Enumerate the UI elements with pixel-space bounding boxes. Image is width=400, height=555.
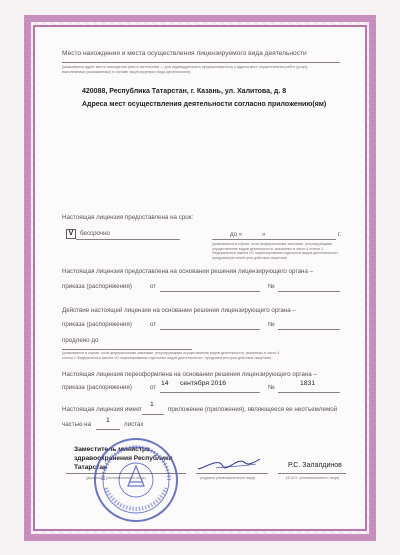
signature-note: (подпись уполномоченного лица) <box>200 476 256 480</box>
extension-label: Действие настоящей лицензии на основании решения лицензирующего органа – <box>62 307 296 314</box>
appendix-sheets-line <box>96 429 120 430</box>
extension-date-line <box>160 329 260 330</box>
position-note: (должность уполномоченного лица) <box>86 476 146 480</box>
reissue-number-line <box>278 392 340 393</box>
term-note: (указывается в случае, если федеральными законами, регулирующими осуществление видов деятельности, указанных в части 4 статьи 1 Федерального закона «О лицензировании отдельных видов деятельности», предусмотрен иной срок действия лицензии) <box>212 242 340 260</box>
extension-from: от <box>150 321 157 328</box>
extension-note: (указывается в случае, если федеральными законами, регулирующими осуществление видов деятельности, указанных в части 4 статьи 1 Федерального закона «О лицензировании отдельных видов деятельности», предусмотрен срок действия лицензии) <box>62 351 280 360</box>
header-underline <box>62 62 340 63</box>
unlimited-underline <box>76 239 180 240</box>
reissue-day: 14 <box>161 380 169 387</box>
official-seal-icon <box>92 436 180 524</box>
reissue-date-line <box>160 392 260 393</box>
signatory-name: Р.С. Залалдинов <box>288 462 342 469</box>
address: 420088, Республика Татарстан, г. Казань, ул. Халитова, д. 8 <box>82 88 287 95</box>
date-suffix: г. <box>338 231 342 238</box>
header-note-1: (указывается адрес места нахождения (место жительства — для индивидуального предпринимателя) и адреса мест осуществления работ (услуг), <box>62 65 309 69</box>
extension-order: приказа (распоряжения) <box>62 321 132 328</box>
unlimited-label: бессрочно <box>80 230 110 237</box>
header-line: Место нахождения и места осуществления лицензируемого вида деятельности <box>62 50 307 57</box>
reissue-label: Настоящая лицензия переоформлена на основании решения лицензирующего органа – <box>62 371 317 378</box>
reissue-no: № <box>268 384 275 391</box>
unlimited-checkbox: V <box>66 229 76 239</box>
prolonged-label: продлено до <box>62 337 99 344</box>
term-label: Настоящая лицензия предоставлена на срок: <box>62 214 194 221</box>
date-underline <box>212 239 336 240</box>
appendix-part: частью на <box>62 421 92 428</box>
basis-from: от <box>150 283 157 290</box>
basis-label: Настоящая лицензия предоставлена на основании решения лицензирующего органа – <box>62 268 314 275</box>
reissue-month-year: сентября 2016 <box>180 380 227 387</box>
reissue-from: от <box>150 384 157 391</box>
appendix-count-line <box>142 414 164 415</box>
name-line <box>278 473 346 474</box>
signatory-position-3: Татарстан <box>74 464 108 471</box>
reissue-number: 1831 <box>300 380 316 387</box>
activity-places: Адреса мест осуществления деятельности согласно приложению(ям) <box>82 101 327 108</box>
appendix-rest: приложение (приложения), являющееся ее неотъемлемой <box>168 406 338 413</box>
appendix-count: 1 <box>150 401 154 408</box>
signatory-position-2: здравоохранения Республики <box>74 455 173 462</box>
basis-number-line <box>278 291 340 292</box>
header-note-2: выполняемых (оказываемых) в составе лицензируемого вида деятельности) <box>62 70 191 74</box>
prolonged-line <box>62 349 192 350</box>
basis-order: приказа (распоряжения) <box>62 283 132 290</box>
signatory-position-1: Заместитель министра <box>74 446 150 453</box>
date-prefix: до « <box>230 231 243 238</box>
appendix-label: Настоящая лицензия имеет <box>62 406 143 413</box>
basis-date-line <box>160 291 260 292</box>
extension-number-line <box>278 329 340 330</box>
signature-icon <box>196 453 262 475</box>
appendix-sheets: 1 <box>106 417 110 424</box>
date-mid: » <box>262 231 266 238</box>
reissue-order: приказа (распоряжения) <box>62 384 132 391</box>
name-note: (Ф.И.О. уполномоченного лица) <box>286 476 339 480</box>
extension-no: № <box>268 321 275 328</box>
basis-no: № <box>268 283 275 290</box>
appendix-sheets-label: листах <box>124 421 144 428</box>
signature-line <box>196 473 268 474</box>
